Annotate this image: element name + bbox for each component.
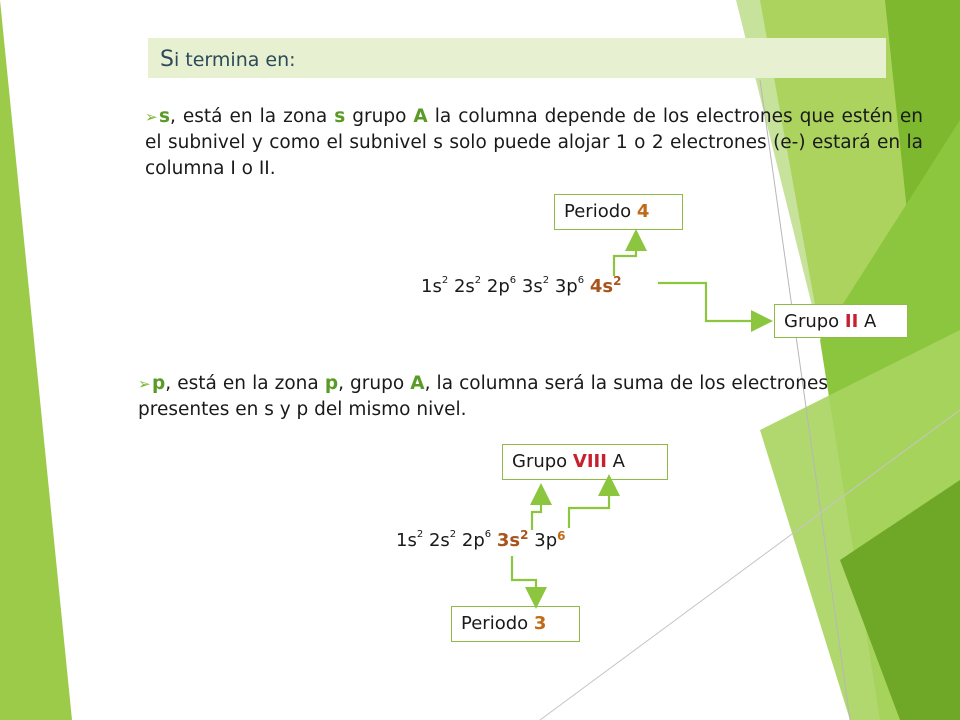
grupo-value: II [844, 311, 859, 332]
p-keyword: p [152, 373, 166, 394]
orbital [454, 276, 481, 297]
orbital [487, 276, 516, 297]
orbital-base: 3s [521, 276, 543, 297]
orbital-exp: 2 [416, 529, 424, 540]
orbital [462, 530, 491, 551]
orbital-highlight-3s [497, 530, 529, 551]
s-text-2: grupo [345, 106, 414, 127]
s-keyword: s [159, 106, 171, 127]
orbital-exp: 2 [520, 528, 529, 542]
grupo-suffix: A [858, 311, 877, 332]
periodo-label: Periodo [564, 201, 637, 222]
p-text-1: , está en la zona [165, 373, 325, 394]
periodo-4-box [554, 194, 683, 230]
orbital-exp: 6 [557, 529, 566, 543]
orbital [421, 276, 448, 297]
periodo-value: 3 [533, 613, 547, 634]
grupo-viii-a-box [502, 444, 668, 480]
orbital-base: 2p [486, 276, 510, 297]
orbital-base: 3p [534, 530, 558, 551]
header-title [160, 47, 296, 72]
periodo-3-box [451, 606, 580, 642]
s-text-1: , está en la zona [170, 106, 335, 127]
orbital-exp: 6 [509, 275, 517, 286]
s-text-3: la columna depende de los electrones que estén en el subnivel y como el subnivel s solo puede alojar 1 o 2 electrones (e-) estará en la columna I o II. [145, 106, 923, 179]
electron-config-s [421, 276, 621, 297]
periodo-value: 4 [636, 201, 650, 222]
header-title-rest: i termina en: [173, 49, 296, 71]
orbital-base: 1s [396, 530, 417, 551]
header-bar [148, 38, 886, 78]
orbital-base: 2s [453, 276, 475, 297]
p-zone-paragraph [138, 371, 828, 423]
orbital [396, 530, 423, 551]
header-title-initial: S [160, 47, 174, 72]
orbital [429, 530, 456, 551]
p-text-3: , la columna será la suma de los electrones presentes en s y p del mismo nivel. [138, 373, 829, 420]
orbital-exp: 2 [474, 275, 482, 286]
orbital-base: 3s [496, 530, 521, 551]
s-zone-paragraph [145, 104, 923, 182]
grupo-label: Grupo [784, 311, 845, 332]
orbital-highlight-4s [590, 276, 622, 297]
orbital-base: 2p [461, 530, 485, 551]
bullet-arrow-icon: ➢ [138, 375, 151, 393]
a-keyword: A [413, 106, 428, 127]
electron-config-p [396, 530, 566, 551]
orbital-3p [534, 530, 565, 551]
bullet-arrow-icon: ➢ [145, 108, 158, 126]
s-keyword-2: s [334, 106, 346, 127]
orbital [522, 276, 549, 297]
grupo-ii-a-box [774, 304, 908, 338]
left-green-wedge [0, 0, 72, 720]
orbital-exp: 2 [449, 529, 457, 540]
periodo-label: Periodo [461, 613, 534, 634]
grupo-label: Grupo [512, 451, 573, 472]
orbital-base: 3p [554, 276, 578, 297]
orbital-exp: 2 [613, 274, 622, 288]
grupo-suffix: A [606, 451, 625, 472]
p-text-2: , grupo [338, 373, 411, 394]
orbital [555, 276, 584, 297]
grupo-value: VIII [572, 451, 607, 472]
orbital-base: 2s [428, 530, 450, 551]
a-keyword: A [410, 373, 425, 394]
orbital-exp: 6 [577, 275, 585, 286]
orbital-exp: 2 [542, 275, 550, 286]
orbital-exp: 6 [484, 529, 492, 540]
orbital-exp: 2 [441, 275, 449, 286]
orbital-base: 1s [421, 276, 442, 297]
orbital-base: 4s [589, 276, 614, 297]
p-keyword-2: p [324, 373, 339, 394]
